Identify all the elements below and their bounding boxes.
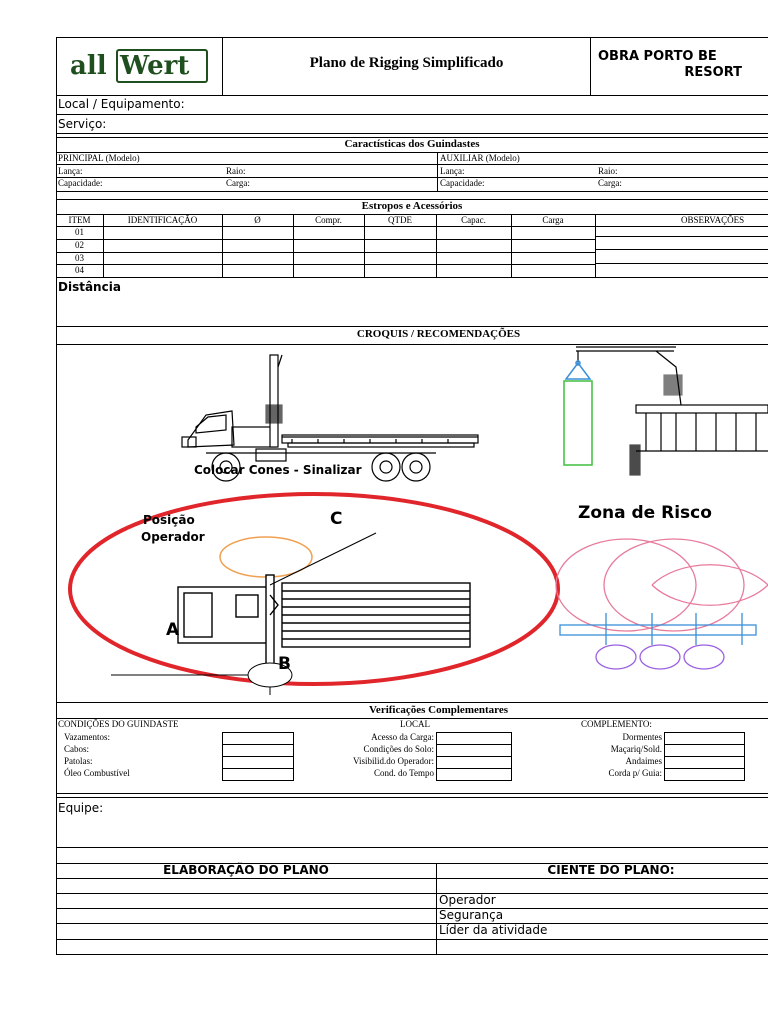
rigging-plan-sheet: [56, 37, 768, 955]
cranes-section-title: Caractísticas dos Guindastes: [344, 138, 480, 150]
operator-position-label-1: Posição: [143, 513, 195, 527]
risk-zone-label: Zona de Risco: [578, 503, 712, 523]
principal-lanca-label: Lança:: [58, 166, 83, 176]
checks-col2-title: LOCAL: [400, 719, 430, 729]
col-diametro: Ø: [254, 215, 261, 225]
company-logo: [66, 47, 216, 87]
col-quantidade: QTDE: [388, 215, 412, 225]
risk-zone-pattern-icon: [556, 539, 768, 669]
check-tempo-label: Cond. do Tempo: [374, 768, 434, 778]
dimension-label-a: A: [166, 620, 180, 640]
check-corda-box[interactable]: [664, 768, 745, 781]
dimension-label-b: B: [278, 654, 291, 674]
check-solo-label: Condições do Solo:: [363, 744, 434, 754]
field-local-equipamento[interactable]: Local / Equipamento:: [58, 97, 185, 111]
principal-model-label: PRINCIPAL (Modelo): [58, 153, 140, 163]
cones-label: Colocar Cones - Sinalizar: [194, 463, 362, 477]
auxiliar-carga-label: Carga:: [598, 178, 622, 188]
principal-carga-label: Carga:: [226, 178, 250, 188]
check-acesso-label: Acesso da Carga:: [371, 732, 434, 742]
field-servico[interactable]: Serviço:: [58, 117, 107, 131]
suspended-load-icon: [564, 381, 592, 465]
checks-section-title: Verificações Complementares: [369, 704, 508, 716]
document-title: Plano de Rigging Simplificado: [309, 55, 504, 71]
check-oleo-box[interactable]: [222, 768, 294, 781]
col-comprimento: Compr.: [315, 215, 342, 225]
col-carga: Carga: [542, 215, 564, 225]
distance-label: Distância: [58, 280, 121, 294]
operator-position-label-2: Operador: [141, 530, 205, 544]
logo-text-wert: Wert: [120, 51, 190, 81]
check-macarico-label: Maçariq/Sold.: [610, 744, 662, 754]
col-observacoes: OBSERVAÇÕES: [681, 215, 745, 225]
table-row: 03: [75, 253, 84, 263]
check-andaimes-label: Andaimes: [625, 756, 662, 766]
sketch-section-title: CROQUIS / RECOMENDAÇÕES: [356, 328, 521, 340]
dimension-label-c: C: [330, 509, 343, 529]
auxiliar-raio-label: Raio:: [598, 166, 618, 176]
check-tempo-box[interactable]: [436, 768, 512, 781]
table-row: 01: [75, 227, 84, 237]
auxiliar-model-label: AUXILIAR (Modelo): [440, 153, 520, 163]
check-visibilidade-label: Visibilid.do Operador:: [353, 756, 434, 766]
crane-with-load-icon: [576, 347, 768, 475]
table-row: 04: [75, 265, 84, 275]
project-name-line1: OBRA PORTO BE: [598, 49, 717, 64]
principal-capacidade-label: Capacidade:: [58, 178, 103, 188]
table-row: 02: [75, 240, 84, 250]
slings-section-title: Estropos e Acessórios: [361, 200, 463, 212]
auxiliar-lanca-label: Lança:: [440, 166, 465, 176]
signer-operador: Operador: [439, 893, 496, 907]
signer-lider: Líder da atividade: [439, 923, 548, 937]
team-label[interactable]: Equipe:: [58, 801, 104, 815]
auxiliar-capacidade-label: Capacidade:: [440, 178, 485, 188]
check-corda-label: Corda p/ Guia:: [608, 768, 662, 778]
check-vazamentos-label: Vazamentos:: [64, 732, 110, 742]
project-name-line2: RESORT: [684, 65, 742, 80]
logo-text-all: all: [70, 51, 107, 81]
signer-seguranca: Segurança: [439, 908, 504, 922]
check-cabos-label: Cabos:: [64, 744, 90, 754]
check-dormentes-label: Dormentes: [622, 732, 662, 742]
col-identificacao: IDENTIFICAÇÃO: [127, 215, 198, 225]
principal-raio-label: Raio:: [226, 166, 246, 176]
col-item: ITEM: [68, 215, 91, 225]
hook-icon: [566, 361, 590, 379]
plan-elaboration-title: ELABORAÇÃO DO PLANO: [163, 863, 329, 877]
check-oleo-label: Óleo Combustível: [64, 768, 130, 778]
checks-col3-title: COMPLEMENTO:: [581, 719, 652, 729]
plan-acknowledged-title: CIENTE DO PLANO:: [547, 863, 675, 877]
col-capacidade: Capac.: [461, 215, 486, 225]
check-patolas-label: Patolas:: [64, 756, 93, 766]
checks-col1-title: CONDIÇÕES DO GUINDASTE: [58, 719, 179, 729]
truck-top-view-icon: [178, 575, 470, 673]
